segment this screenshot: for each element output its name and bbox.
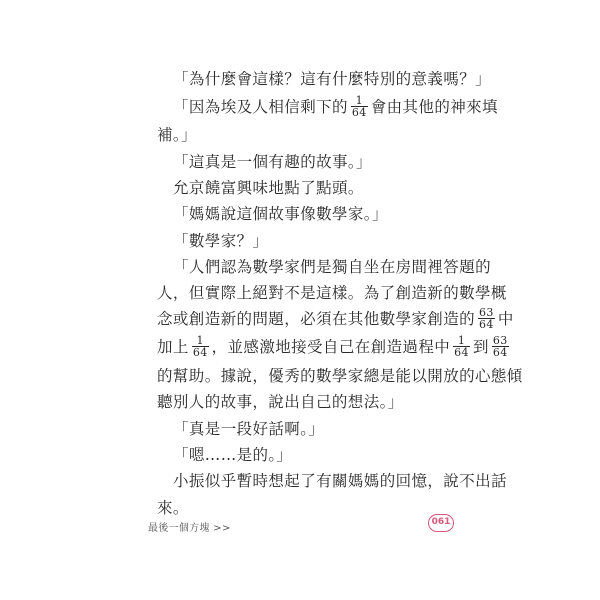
paragraph-line xyxy=(157,365,523,387)
dialogue-text: 「人們認為數學家們是獨自坐在房間裡答題的 xyxy=(173,258,492,276)
dialogue-text: 「嗯……是的。」 xyxy=(173,446,293,464)
fraction-numerator: 63 xyxy=(479,305,494,319)
fraction-denominator: 64 xyxy=(479,317,494,331)
dialogue-text: 「真是一段好話啊。」 xyxy=(173,420,325,438)
dialogue-text: ，並感激地接受自己在創造過程中 xyxy=(211,338,451,356)
paragraph-line xyxy=(173,418,324,440)
dialogue-text: 「這真是一個有趣的故事。」 xyxy=(173,153,372,171)
dialogue-text: 人，但實際上絕對不是這樣。為了創造新的數學概 xyxy=(157,284,507,302)
dialogue-text: 中 xyxy=(497,310,514,328)
paragraph-line xyxy=(173,177,364,199)
fraction-numerator: 63 xyxy=(492,333,508,347)
fraction xyxy=(478,307,495,330)
fraction-denominator: 64 xyxy=(192,345,208,359)
paragraph-line xyxy=(173,68,491,90)
dialogue-text: 「數學家？」 xyxy=(173,232,269,250)
paragraph-line xyxy=(173,470,507,492)
paragraph-line xyxy=(157,305,514,332)
narration-text: 來。 xyxy=(157,499,189,517)
dialogue-text: 「媽媽說這個故事像數學家。」 xyxy=(173,205,388,223)
narration-text: 小振似乎暫時想起了有關媽媽的回憶，說不出話 xyxy=(173,472,507,490)
paragraph-line xyxy=(157,124,197,146)
fraction-numerator: 1 xyxy=(192,335,209,347)
narration-text: 允京饒富興味地點了點頭。 xyxy=(173,179,364,197)
fraction-denominator: 64 xyxy=(454,345,469,359)
paragraph-line xyxy=(173,151,372,173)
dialogue-text: 到 xyxy=(472,338,489,356)
dialogue-text: 會由其他的神來填 xyxy=(370,98,498,116)
fraction-numerator: 1 xyxy=(453,335,470,347)
fraction xyxy=(492,335,509,358)
paragraph-line xyxy=(173,444,292,466)
fraction xyxy=(192,335,209,358)
dialogue-text: 「因為埃及人相信剩下的 xyxy=(173,98,348,116)
dialogue-text: 「為什麼會這樣？這有什麼特別的意義嗎？」 xyxy=(173,70,492,88)
dialogue-text: 加上 xyxy=(157,338,189,356)
paragraph-line xyxy=(157,282,507,304)
dialogue-text: 聽別人的故事，說出自己的想法。」 xyxy=(157,393,404,411)
running-footer-title: 最後一個方塊 >> xyxy=(148,523,231,534)
fraction xyxy=(351,95,368,118)
fraction-denominator: 64 xyxy=(351,105,367,119)
page-number-badge: 061 xyxy=(428,514,454,532)
paragraph-line xyxy=(157,333,512,360)
fraction-numerator: 1 xyxy=(351,95,368,107)
paragraph-line xyxy=(173,203,388,225)
dialogue-text: 的幫助。據說，優秀的數學家總是能以開放的心態傾 xyxy=(157,367,523,385)
paragraph-line xyxy=(173,93,498,120)
dialogue-text: 補。」 xyxy=(157,126,197,144)
paragraph-line xyxy=(173,230,268,252)
paragraph-line xyxy=(173,256,491,278)
dialogue-text: 念或創造新的問題，必須在其他數學家創造的 xyxy=(157,310,476,328)
paragraph-line xyxy=(157,391,404,413)
fraction xyxy=(453,335,470,358)
fraction-denominator: 64 xyxy=(492,345,508,359)
paragraph-line xyxy=(157,497,189,519)
